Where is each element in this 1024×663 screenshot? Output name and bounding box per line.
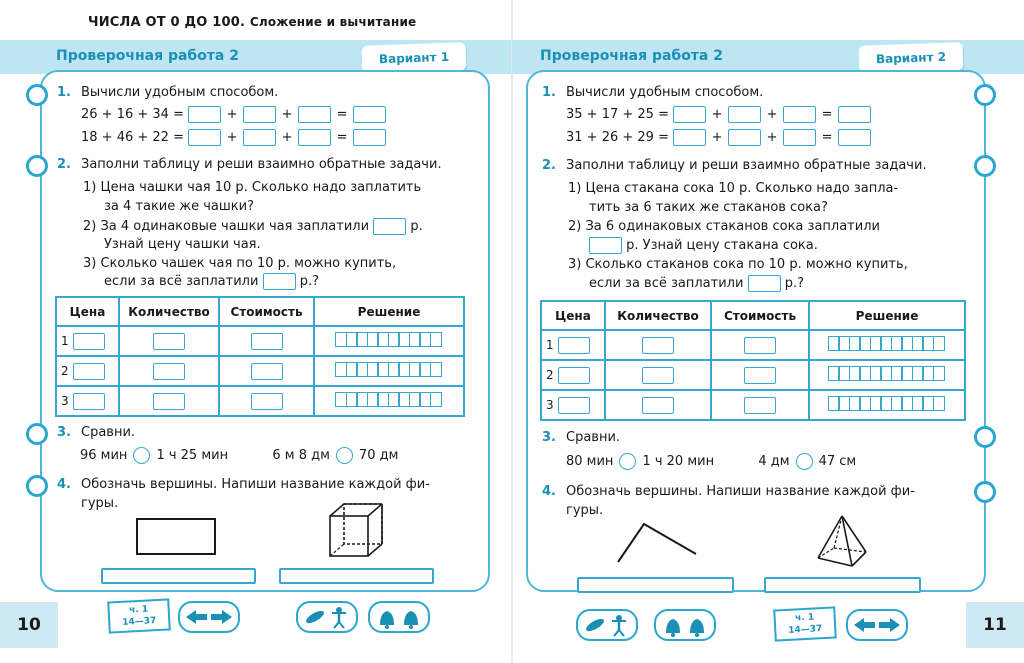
answer-box[interactable] — [251, 333, 283, 350]
right-task-2 — [542, 157, 927, 175]
compare-value: 4 дм — [758, 454, 790, 469]
tools-nav-button[interactable] — [296, 601, 358, 633]
left-task-4 — [57, 476, 430, 494]
row-number: 1 — [546, 337, 554, 352]
right-variant-badge: Вариант 2 — [859, 42, 964, 74]
answer-box[interactable] — [298, 129, 331, 146]
expression: 26 + 16 + 34 = — [81, 107, 184, 122]
left-right-arrows-icon — [848, 611, 906, 639]
task-text: Сравни. — [81, 425, 136, 440]
figure-name-field[interactable] — [101, 568, 256, 584]
answer-box[interactable] — [728, 129, 761, 146]
compare-value: 1 ч 25 мин — [156, 448, 229, 463]
solution-cells[interactable] — [829, 396, 945, 411]
problem-3-line-2 — [589, 275, 804, 292]
left-t1-row-1: 26 + 16 + 34 = + + = — [81, 106, 386, 123]
left-compare-row — [80, 447, 398, 464]
compare-circle[interactable] — [133, 447, 150, 464]
chapter-title — [88, 15, 416, 30]
answer-box[interactable] — [728, 106, 761, 123]
task-text: Сравни. — [566, 430, 621, 445]
angle-figure — [612, 518, 702, 568]
answer-box[interactable] — [558, 397, 590, 414]
table-row — [56, 386, 464, 416]
expression: 18 + 46 + 22 = — [81, 130, 184, 145]
compare-value: 80 мин — [566, 454, 614, 469]
table-header: Цена — [541, 301, 605, 330]
left-t1-row-2: 18 + 46 + 22 = + + = — [81, 129, 386, 146]
answer-box[interactable] — [263, 273, 296, 290]
answer-box[interactable] — [73, 333, 105, 350]
answer-box[interactable] — [251, 393, 283, 410]
row-number: 3 — [546, 397, 554, 412]
right-page-number: 11 — [966, 602, 1024, 648]
answer-box[interactable] — [744, 337, 776, 354]
problem-text: р.? — [784, 276, 804, 291]
task-text: Вычисли удобным способом. — [81, 85, 279, 100]
task-text: Вычисли удобным способом. — [566, 85, 764, 100]
table-row — [541, 330, 965, 360]
compare-value: 96 мин — [80, 448, 128, 463]
problem-text: р. — [410, 219, 423, 234]
task-number: 1. — [57, 85, 71, 100]
chapter-title-main: ЧИСЛА ОТ 0 ДО 100. — [88, 15, 246, 30]
ref-pages: 14—37 — [122, 616, 157, 628]
left-page-number: 10 — [0, 602, 58, 648]
left-data-table — [55, 296, 465, 417]
problem-3-line-1: 3) Сколько стаканов сока по 10 р. можно купить, — [568, 257, 908, 272]
answer-box[interactable] — [153, 393, 185, 410]
answer-box[interactable] — [188, 106, 221, 123]
compare-value: 1 ч 20 мин — [642, 454, 715, 469]
bells-icon — [656, 611, 714, 639]
answer-box[interactable] — [153, 363, 185, 380]
solution-cells[interactable] — [337, 392, 442, 407]
right-t1-row-2: 31 + 26 + 29 = + + = — [566, 129, 871, 146]
answer-box[interactable] — [188, 129, 221, 146]
problem-2-line-1: 2) За 6 одинаковых стаканов сока заплатили — [568, 219, 880, 234]
binder-ring — [974, 155, 996, 177]
task-text: Обозначь вершины. Напиши название каждой фи- — [566, 484, 915, 499]
problem-text: 2) За 4 одинаковые чашки чая заплатили — [83, 219, 370, 234]
ref-pages: 14—37 — [788, 624, 823, 636]
answer-box[interactable] — [673, 106, 706, 123]
task-number: 2. — [542, 158, 556, 173]
row-number: 2 — [61, 363, 69, 378]
figure-name-field[interactable] — [764, 577, 921, 593]
right-data-table — [540, 300, 966, 421]
binder-ring — [26, 475, 48, 497]
right-header-bar — [512, 40, 1024, 74]
problem-2-line-1 — [83, 218, 423, 235]
problem-1-line-2: тить за 6 таких же стаканов сока? — [589, 200, 828, 215]
bells-nav-button[interactable] — [368, 601, 430, 633]
table-header: Количество — [605, 301, 711, 330]
figure-name-field[interactable] — [577, 577, 734, 593]
task-number: 3. — [542, 430, 556, 445]
table-header: Стоимость — [711, 301, 809, 330]
compare-circle[interactable] — [619, 453, 636, 470]
left-task-3 — [57, 424, 135, 442]
left-right-arrows-icon — [180, 603, 238, 631]
solution-cells[interactable] — [337, 362, 442, 377]
answer-box[interactable] — [353, 106, 386, 123]
task-number: 4. — [57, 477, 71, 492]
task-text-cont: гуры. — [81, 496, 119, 511]
problem-3-line-1: 3) Сколько чашек чая по 10 р. можно купить, — [83, 256, 397, 271]
compare-value: 70 дм — [358, 448, 399, 463]
task-number: 3. — [57, 425, 71, 440]
table-header: Стоимость — [219, 297, 314, 326]
rectangle-figure — [136, 518, 216, 555]
answer-box[interactable] — [558, 367, 590, 384]
bells-nav-button[interactable] — [654, 609, 716, 641]
chapter-title-sub: Сложение и вычитание — [249, 15, 417, 29]
left-heading: Проверочная работа 2 — [56, 48, 239, 64]
task-text: Заполни таблицу и реши взаимно обратные задачи. — [566, 158, 927, 173]
answer-box[interactable] — [838, 129, 871, 146]
table-row — [56, 356, 464, 386]
binder-ring — [26, 155, 48, 177]
ref-part: ч. 1 — [128, 604, 149, 616]
problem-text: если за всё заплатили — [104, 274, 259, 289]
problem-2-line-2: Узнай цену чашки чая. — [104, 237, 261, 252]
answer-box[interactable] — [642, 397, 674, 414]
right-task-3 — [542, 429, 620, 447]
answer-box[interactable] — [744, 367, 776, 384]
answer-box[interactable] — [748, 275, 781, 292]
task-text-cont: гуры. — [566, 503, 604, 518]
right-page — [512, 0, 1024, 663]
solution-cells[interactable] — [829, 336, 945, 351]
answer-box[interactable] — [73, 363, 105, 380]
table-header: Количество — [119, 297, 219, 326]
task-number: 4. — [542, 484, 556, 499]
right-task-4 — [542, 483, 915, 501]
arrows-nav-button[interactable] — [178, 601, 240, 633]
problem-1-line-2: за 4 такие же чашки? — [104, 199, 254, 214]
right-task-1 — [542, 84, 763, 102]
feather-person-icon — [298, 603, 356, 631]
answer-box[interactable] — [589, 237, 622, 254]
solution-cells[interactable] — [829, 366, 945, 381]
bells-icon — [370, 603, 428, 631]
answer-box[interactable] — [744, 397, 776, 414]
compare-circle[interactable] — [796, 453, 813, 470]
table-header: Решение — [314, 297, 464, 326]
binder-ring — [974, 84, 996, 106]
compare-value: 47 см — [818, 454, 857, 469]
row-number: 2 — [546, 367, 554, 382]
answer-box[interactable] — [373, 218, 406, 235]
problem-3-line-2 — [104, 273, 319, 290]
answer-box[interactable] — [298, 106, 331, 123]
left-header-bar — [0, 40, 512, 74]
answer-box[interactable] — [153, 333, 185, 350]
binder-ring — [974, 426, 996, 448]
tools-nav-button[interactable] — [576, 609, 638, 641]
binder-ring — [26, 84, 48, 106]
row-number: 1 — [61, 333, 69, 348]
table-row — [541, 360, 965, 390]
task-text: Заполни таблицу и реши взаимно обратные задачи. — [81, 157, 442, 172]
binder-ring — [26, 423, 48, 445]
feather-person-icon — [578, 611, 636, 639]
problem-2-line-2 — [589, 237, 818, 254]
answer-box[interactable] — [558, 337, 590, 354]
problem-text: если за всё заплатили — [589, 276, 744, 291]
right-heading: Проверочная работа 2 — [540, 48, 723, 64]
right-compare-row — [566, 453, 856, 470]
pyramid-figure — [812, 512, 872, 570]
answer-box[interactable] — [353, 129, 386, 146]
task-text: Обозначь вершины. Напиши название каждой фи- — [81, 477, 430, 492]
textbook-ref-badge — [107, 598, 171, 633]
task-number: 1. — [542, 85, 556, 100]
answer-box[interactable] — [642, 367, 674, 384]
problem-1-line-1: 1) Цена стакана сока 10 р. Сколько надо запла- — [568, 181, 899, 196]
problem-text: р.? — [299, 274, 319, 289]
row-number: 3 — [61, 393, 69, 408]
problem-text: р. Узнай цену стакана сока. — [626, 238, 818, 253]
table-header: Цена — [56, 297, 119, 326]
expression: 35 + 17 + 25 = — [566, 107, 669, 122]
answer-box[interactable] — [73, 393, 105, 410]
arrows-nav-button[interactable] — [846, 609, 908, 641]
answer-box[interactable] — [243, 106, 276, 123]
table-row — [56, 326, 464, 356]
answer-box[interactable] — [673, 129, 706, 146]
expression: 31 + 26 + 29 = — [566, 130, 669, 145]
table-row — [541, 390, 965, 420]
table-header: Решение — [809, 301, 965, 330]
right-t1-row-1: 35 + 17 + 25 = + + = — [566, 106, 871, 123]
binder-ring — [974, 481, 996, 503]
answer-box[interactable] — [642, 337, 674, 354]
left-task-2 — [57, 156, 442, 174]
left-variant-badge: Вариант 1 — [362, 42, 467, 74]
cube-figure — [326, 500, 386, 562]
problem-1-line-1: 1) Цена чашки чая 10 р. Сколько надо заплатить — [83, 180, 422, 195]
answer-box[interactable] — [783, 129, 816, 146]
answer-box[interactable] — [838, 106, 871, 123]
answer-box[interactable] — [251, 363, 283, 380]
answer-box[interactable] — [243, 129, 276, 146]
figure-name-field[interactable] — [279, 568, 434, 584]
compare-circle[interactable] — [336, 447, 353, 464]
textbook-ref-badge — [773, 606, 837, 641]
solution-cells[interactable] — [337, 332, 442, 347]
task-number: 2. — [57, 157, 71, 172]
left-task-1 — [57, 84, 278, 102]
ref-part: ч. 1 — [794, 612, 815, 624]
compare-value: 6 м 8 дм — [272, 448, 330, 463]
answer-box[interactable] — [783, 106, 816, 123]
